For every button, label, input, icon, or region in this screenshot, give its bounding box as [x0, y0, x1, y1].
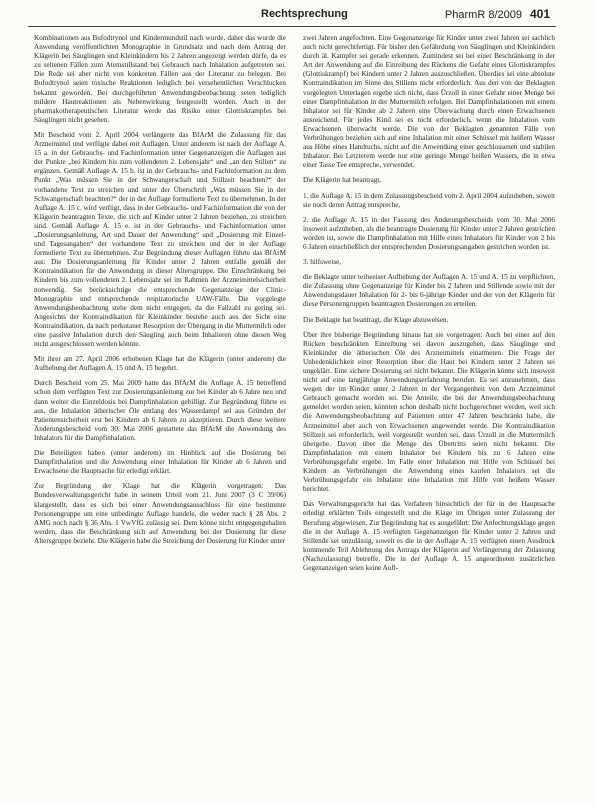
- section-title: Rechtsprechung: [255, 8, 354, 20]
- paragraph: Kombinationen aus Bufodtrynol und Kindermundstil nach wurde, daher das wurde die Anwendung veröffentlichten Monographie in Grundsatz und nach dem Antrag der Klägerin bei Säuglingen und Kleinkindern bis 2 Jahren angezeigt werden dürfe, da es zu seltenen Fällen zum Atemstillstand bei Gebrauch nach Inhalation aufgetreten sei. Die Rede sei aber nicht von konkreten Fällen aus der Literatur zu belegen. Bei Bufodtrynol seien toxische Reaktionen lediglich bei versehentlichen Verschlucken bekannt geworden. Bei durchgeführten Anwendungsbeobachtung seien lediglich mildere Hautreaktionen als Nebenwirkung festgestellt worden. Auch in der pharmakotherapeutischen Literatur werde das Risiko einer Glottiskrampfes bei Säuglingen nicht gesehen.: [34, 34, 286, 124]
- paragraph: 1. die Auflage A. 15 in dem Zulassungsbescheid vom 2. April 2004 aufzuheben, soweit sie noch deren Antrag entspreche,: [303, 191, 555, 209]
- paragraph: Mit Bescheid vom 2. April 2004 verlängerte das BfArM die Zulassung für das Arzneimittel und verfügte dabei mit Auflagen. Unter anderem ist nach der Auflage A. 15 a. in der Gebrauchs- und Fachinformation unter Gegenanzeigen die Auflagen aus der Punkte „bei Kindern bis zum vollendeten 2. Lebensjahr“ und „an den Stillen“ zu ergänzen. Gemäß Auflage A. 15 b. ist in der Gebrauchs- und Fachinformation zu dem Punkt „Was müssen Sie in der Schwangerschaft und Stillzeit beachten?“ der vorhandene Text zu streichen und unter der Überschrift „Was müssen Sie in der Schwangerschaft beachten?“ der in der Auflage formulierte Text zu übernehmen. In der Auflage A. 15 c. wird verfügt, dass in der Gebrauchs- und Fachinformation die von der Klägerin beantragten Texte, die sich auf Kinder unter 2 Jahren beziehen, zu streichen sind. Gemäß Auflage A. 15 e. ist in der Gebrauchs- und Fachinformation unter „Dosierungsanleitung, Art und Dauer der Anwendung“ und „Dosierung mit Einzel- und Tagesangaben“ der vorhandene Text zu streichen und der in der Auflage formulierte Text zu übernehmen. Zur Begründung dieser Auflagen führte das BfArM aus: Die Dosierungsanleitung für Kinder unter 2 Jahren entfalle gemäß der Kontraindikation für die Anwendung in dieser Altersgruppe. Die Einschränkung bei Kindern bis zum vollendeten 2. Lebensjahr sei im Rahmen der Arzneimittelsicherheit notwendig. Sie berücksichtige die entsprechende Gegenanzeige der Clinic-Monographie und entsprechende respiratorische UAW-Fälle. Die vorgelegte Anwendungsbeobachtung stehe dem nicht entgegen, da die Fallzahl zu gering sei. Angesichts der Kontraindikation für Kleinkinder bestehe auch aus der Sicht eine Kontraindikation, da nach perkutaner Resorption der Übergang in die Muttermilch oder eine passive Inhalation durch den Säugling auch beim Inhalieren ohne diesen Weg nicht ausgeschlossen werden könnte.: [34, 130, 286, 349]
- header-rule: [28, 26, 556, 27]
- paragraph: die Beklagte unter teilweiser Aufhebung der Auflagen A. 15 und A. 15 zu verpflichten, die Zulassung ohne Gegenanzeige für Kinder bis 2 Jahren und Stillende sowie mit der Anwendungsdauer Inhalation für 2- bis 6-jährige Kinder und der von der Klägerin für diese Personengruppen beantragten Dosierungen zu erteilen.: [303, 273, 555, 309]
- paragraph: 2. die Auflage A. 15 in der Fassung des Änderungsbescheids vom 30. Mai 2006 insoweit aufzuheben, als die beantragte Dosierung für Kinder unter 2 Jahren gestrichen worden ist, sowie die Dampfinhalation mit Hilfe eines Inhalators für Kinder von 2 bis 6 Jahren einschließlich der entsprechenden Dosierungsangaben gestrichen worden ist.: [303, 215, 555, 251]
- paragraph: Mit ihrer am 27. April 2006 erhobenen Klage hat die Klägerin (unter anderem) die Aufhebung der Auflagen A. 15 und A. 15 begehrt.: [34, 355, 286, 373]
- journal-name: PharmR 8/2009: [444, 9, 522, 21]
- paragraph: Zur Begründung der Klage hat die Klägerin vorgetragen: Das Bundesverwaltungsgericht habe in seinem Urteil vom 21. Juni 2007 (3 C 39/06) klargestellt, dass es sich bei einer Anwendungsausschluss für eine bestimmte Personengruppe um eine unbedingte Auflage handele, die weder nach § 28 Abs. 2 AMG noch nach § 36 Abs. 1 VwVfG zulässig sei. Dem könne nicht entgegengehalten werden, dass die Beschränkung sich auf Anwendung bei der Dosierung für diese Altersgruppe bezieht. Die Klägerin habe die Streichung der Dosierung für Kinder unter: [34, 482, 286, 545]
- paragraph: Über ihre bisherige Begründung hinaus hat sie vorgetragen: Auch bei einer auf den Rücken beschränkten Einreibung sei davon auszugehen, dass Säuglinge und Kleinkinder die ätherischen Öle des Arzneimittels einatmeten. Die Frage der Unbedenklichkeit einer Resorption über die Haut bei Kindern unter 2 Jahren sei ungeklärt. Eine sichere Dosierung sei nicht bekannt. Die Klägerin könne sich insoweit nicht auf eine langjährige Anwendungserfahrung berufen. Es sei anzunehmen, dass wegen der im Kinder unter 2 Jahren in der Vergangenheit von dem Arzneimittel Gebrauch gemacht worden sei. Die Anteile, die bei der Anwendungsbeobachtung gemeldet worden seien, könnten schon deshalb nicht hochgerechnet werden, weil sich die Anwendungsbeobachtung auf Patienten unter 47 Jahren beschränkt habe, die Arzneimittel aber auch von Erwachsenen angewendet werde. Die Kontraindikation Stillzeit sei erforderlich, weil vorgestellt worden sei, dass Ürzoll in die Muttermilch übergehe. Davon über die Menge des Übertritts seien nicht bekannt. Die Dampfinhalation mit einem Inhalator bei Kindern bis zu 6 Jahren eine Verbrühungsgefahr ergebe. Im Falle einer Inhalation mit Hilfe von Schüssel bei Kindern an Verbrühungen die Anwendung eines kaufen Inhalators sei die Verbrühungsgefahr ein Inhalator eine Inhalation mit Hilfe von heißem Wasser berichtet.: [303, 330, 555, 494]
- paragraph: Die Beklagte hat beantragt, die Klage abzuweisen.: [303, 315, 449, 324]
- page-header: [0, 0, 596, 30]
- paragraph: Durch Bescheid vom 25. Mai 2009 hatte das BfArM die Auflage A. 15 betreffend schon dem verfügten Text zur Dosierungsanleitung zur bei Kinder ab 6 Jahre neu und dann weiter die Einzeldosis bei Dampfinhalation gebilligt. Zur Begründung führte es aus, die Inhalation ätherischer Öle entlang des Wasserdampf sei aus Gründen der Patientensicherheit erst bei Kindern ab 6 Jahren zu akzeptieren. Durch diese weitere Änderungsbescheid vom 30. Mai 2006 gestattete das BfArM die Anwendung des Inhalators für die Dampfinhalation.: [34, 379, 286, 442]
- left-column: [34, 34, 286, 552]
- paragraph: Die Beteiligten haben (unter anderem) im Hinblick auf die Dosierung bei Dampfinhalation und die Anwendung einer Inhalation für Kinder ab 6 Jahren und Erwachsene die Hauptsache für erledigt erklärt.: [34, 449, 286, 476]
- paragraph: Das Verwaltungsgericht hat das Verfahren hinsichtlich der für in der Hauptsache erledigt erklärten Teils eingestellt und die Klage im Übrigen unter Zulassung der Berufung abgewiesen. Zur Begründung hat es ausgeführt: Die Anfechtungsklage gegen die in der Auflage A. 15 verfügten Gegenanzeigen für Kinder unter 2 Jahren und Stillende sei unzulässig, soweit es die in der Auflage A. 15 verfügten einen Ausdruck kommende Teil Ablehnung des Antrags der Klägerin auf Verlängerung der Zulassung (Nachzulassung) betreffe. Die in der Auflage A. 15 angeordneten zusätzlichen Gegenanzeigen seien keine Aufl-: [303, 500, 555, 572]
- page-number: 401: [529, 7, 550, 21]
- right-column: [303, 34, 555, 579]
- paragraph: 3. hilfsweise,: [303, 258, 342, 267]
- journal-reference: [445, 7, 550, 21]
- paragraph: zwei Jahren angefochten. Eine Gegenanzeige für Kinder unter zwei Jahren sei sachlich auch nicht gerechtfertigt. Für bisher den Gefährdung von Säuglingen und Kleinkindern durch äl. Kampfer sei gerade erkennen. Zumindest sei bei einer Beschränkung in der Art der Anwendung auf die Einreibung des Rückens die Gefahr eines Glottiskrampfes (Glottiskrampf) bei Kindern unter 2 Jahren auszuschließen. Überdies sei eine absolute Kontraindikation im Sinne des Stillens nicht erforderlich. Aus den von der Beklagten vorgelegten Unterlagen ergebe sich nicht, dass Ürzoll in einer Gefahr einer Menge bei einer Dampfinhalation in der Muttermilch erfolgen. Bei Dampfinhalationen mit einem Inhalator sei für Kinder ab 2 Jahren eine Überwachung durch einen Erwachsenen ausreichend. Für jedes Kind sei es nicht erforderlich, wenn die Inhalation vom Erwachsenen überwacht werde. Die von der Beklagten genannten Fälle von Verbrühungen beziehen sich auf eine Inhalation mit einer Schüssel mit heißem Wasser aus Höhe eines Handtuchs, nicht auf die Anwendung einer geschlossenen und stabilen Inhalator. Bei Letzterem werde nur eine geringe Menge heißen Wassers, die in etwa einer Tasse Tee entspreche, verwendet.: [303, 34, 555, 170]
- paragraph: Die Klägerin hat beantragt,: [303, 176, 382, 185]
